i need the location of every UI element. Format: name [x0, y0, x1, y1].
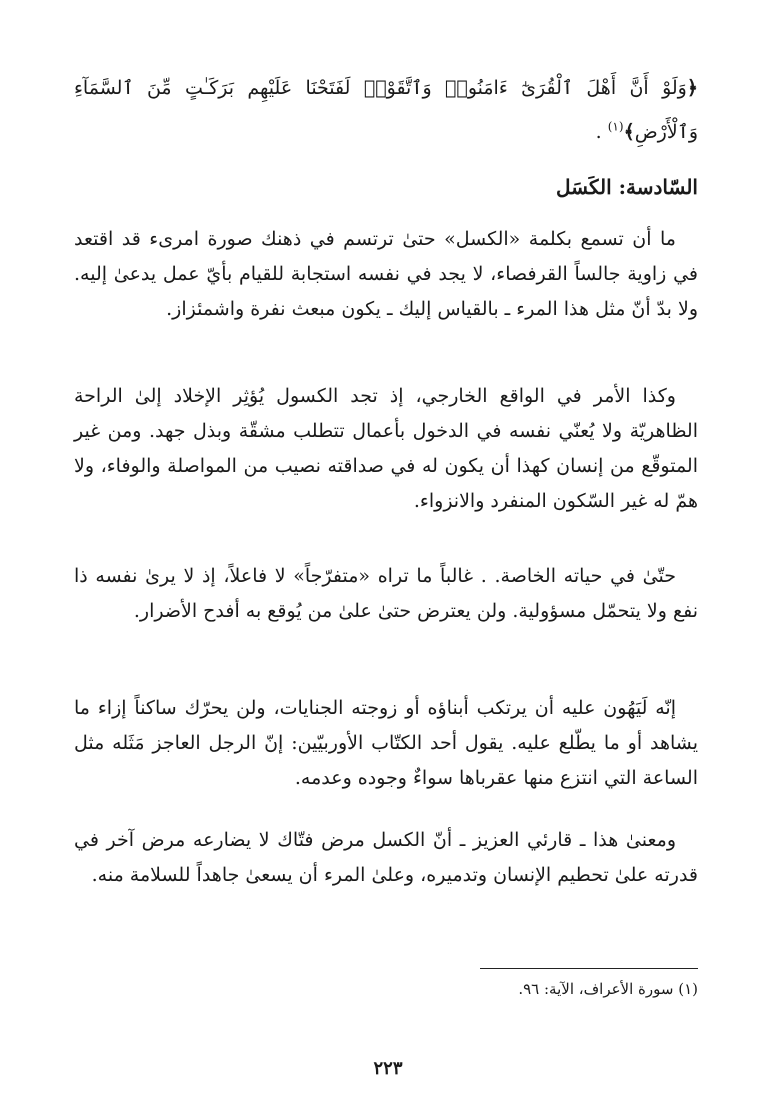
verse-end-mark: .: [595, 121, 602, 143]
footnote: (١) سورة الأعراف، الآية: ٩٦.: [518, 980, 698, 998]
paragraph-2: وكذا الأمر في الواقع الخارجي، إذ تجد الكسول يُؤثِر الإخلاد إلىٰ الراحة الظاهريّة ولا يُعنّي نفسه في الدخول بأعمال تتطلب مشقّة وبذل جهد. ومن غير المتوقّع من إنسان كهذا أن يكون له في صداقته نصيب من المواصلة والوفاء، ولا همّ له غير السّكون المنفرد والانزواء.: [74, 385, 698, 512]
paragraph-1: ما أن تسمع بكلمة «الكسل» حتىٰ ترتسم في ذهنك صورة امرىء قد اقتعد في زاوية جالساً القرفصاء، لا يجد في نفسه استجابة للقيام بأيّ عمل يدعىٰ إليه. ولا بدّ أنّ مثل هذا المرء ـ بالقياس إليك ـ يكون مبعث نفرة واشمئزاز.: [74, 228, 698, 320]
paragraph-4: إنّه لَيَهُون عليه أن يرتكب أبناؤه أو زوجته الجنايات، ولن يحرّك ساكناً إزاء ما يشاهد أو ما يطّلع عليه. يقول أحد الكتّاب الأوربيّين: إنّ الرجل العاجز مَثَله مثل الساعة التي انتزع منها عقرباها سواءٌ وجوده وعدمه.: [74, 697, 698, 789]
footnote-divider: [480, 968, 698, 969]
verse-text: وَلَوْ أَنَّ أَهْلَ ٱلْقُرَىٰٓ ءَامَنُوا۟ وَٱتَّقَوْا۟ لَفَتَحْنَا عَلَيْهِم بَرَكَـٰتٍ مِّنَ ٱلسَّمَآءِ وَٱلْأَرْضِ: [74, 77, 698, 143]
verse-open-bracket: ﴿: [686, 77, 698, 99]
paragraph-5: ومعنىٰ هذا ـ قارئي العزيز ـ أنّ الكسل مرض فتّاك لا يضارعه مرض آخر في قدرته علىٰ تحطيم الإنسان وتدميره، وعلىٰ المرء أن يسعىٰ جاهداً للسلامة منه.: [74, 829, 698, 886]
paragraph-3: حتّىٰ في حياته الخاصة. . غالباً ما تراه «متفرّجاً» لا فاعلاً، إذ لا يرىٰ نفسه ذا نفع ولا يتحمّل مسؤولية. ولن يعترض حتىٰ علىٰ من يُوقع به أفدح الأضرار.: [74, 565, 698, 622]
section-heading: السّادسة: الكَسَل: [555, 175, 698, 199]
verse-close-bracket: ﴾: [623, 121, 635, 143]
footnote-marker: (١): [607, 119, 624, 134]
page-number: ٢٢٣: [373, 1058, 403, 1079]
quran-verse: [74, 66, 698, 154]
